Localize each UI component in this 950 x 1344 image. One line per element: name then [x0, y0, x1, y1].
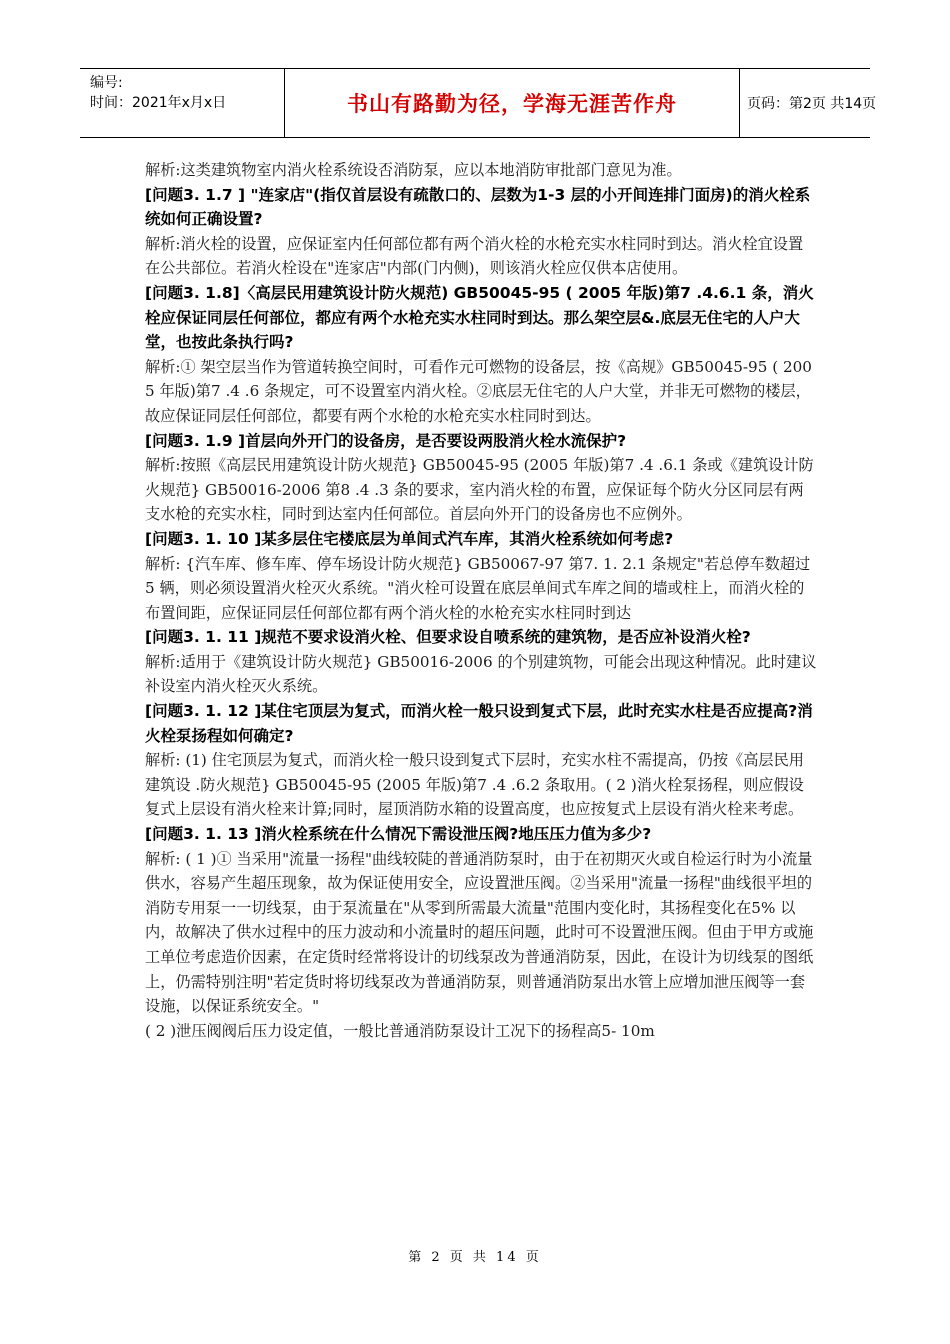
answer-paragraph: 解析:这类建筑物室内消火栓系统设否消防泵，应以本地消防审批部门意见为准。	[145, 161, 682, 179]
header-motto-cell	[285, 69, 740, 137]
header-page-info: 页码：第2页 共14页	[747, 96, 877, 112]
answer-paragraph: 解析: (1) 住宅顶层为复式，而消火栓一般只设到复式下层时，充实水柱不需提高，仍按《高层民用建筑设 .防火规范} GB50045-95 (2005 年版)第7 .4 .6.2 条取用。( 2 )消火栓泵扬程，则应假设复式上层设有消火栓来计算;同时，屋顶消防水箱的设置高度，也应按复式上层设有消火栓来考虑。	[145, 751, 804, 819]
question-heading: [问题3. 1. 11 ]规范不要求设消火栓、但要求设自喷系统的建筑物，是否应补设消火栓?	[145, 628, 751, 647]
answer-paragraph: 解析:① 架空层当作为管道转换空间时，可看作元可燃物的设备层，按《高规》GB50045-95 ( 2005 年版)第7 .4 .6 条规定，可不设置室内消火栓。②底层无住宅的人户大堂，并非无可燃物的楼层，故应保证同层任何部位，都要有两个水枪的水枪充实水柱同时到达。	[145, 357, 812, 425]
answer-paragraph: ( 2 )泄压阀阀后压力设定值，一般比普通消防泵设计工况下的扬程高5- 10m	[145, 1021, 655, 1040]
page-footer: 第 2 页 共 14 页	[408, 1250, 542, 1265]
answer-paragraph: 解析:适用于《建筑设计防火规范} GB50016-2006 的个别建筑物，可能会出现这种情况。此时建议补设室内消火栓灭火系统。	[145, 652, 817, 696]
answer-paragraph: 解析:消火栓的设置，应保证室内任何部位都有两个消火栓的水枪充实水柱同时到达。消火栓宜设置在公共部位。若消火栓设在"连家店"内部(门内侧)，则该消火栓应仅供本店使用。	[145, 234, 804, 278]
page-header	[80, 68, 877, 138]
question-heading: [问题3. 1.9 ]首层向外开门的设备房，是否要设两股消火栓水流保护?	[145, 431, 627, 450]
question-heading: [问题3. 1. 10 ]某多层住宅楼底层为单间式汽车库，其消火栓系统如何考虑?	[145, 529, 674, 548]
document-body	[145, 158, 817, 1043]
question-heading: [问题3. 1.7 ] "连家店"(指仅首层设有疏散口的、层数为1-3 层的小开间连排门面房)的消火栓系统如何正确设置?	[145, 185, 811, 229]
answer-paragraph: 解析: ( 1 )① 当采用"流量一扬程"曲线较陡的普通消防泵时，由于在初期灭火或自检运行时为小流量供水，容易产生超压现象，故为保证使用安全，应设置泄压阀。②当采用"流量一扬程"曲线很平坦的消防专用泵一一切线泵，由于泵流量在"从零到所需最大流量"范围内变化时，其扬程变化在5% 以内，故解决了供水过程中的压力波动和小流量时的超压问题，此时可不设置泄压阀。但由于甲方或施工单位考虑造价因素，在定货时经常将设计的切线泵改为普通消防泵，因此，在设计为切线泵的图纸上，仍需特别注明"若定货时将切线泵改为普通消防泵，则普通消防泵出水管上应增加泄压阀等一套设施，以保证系统安全。"	[145, 849, 814, 1016]
question-heading: [问题3. 1. 12 ]某住宅顶层为复式，而消火栓一般只设到复式下层，此时充实水柱是否应提高?消火栓泵扬程如何确定?	[145, 702, 813, 745]
answer-paragraph: 解析:按照《高层民用建筑设计防火规范} GB50045-95 (2005 年版)第7 .4 .6.1 条或《建筑设计防火规范} GB50016-2006 第8 .4 .3 条的要求，室内消火栓的布置，应保证每个防火分区同层有两支水枪的充实水柱，同时到达室内任何部位。首层向外开门的设备房也不应例外。	[145, 456, 814, 524]
answer-paragraph: 解析: {汽车库、修车库、停车场设计防火规范} GB50067-97 第7. 1. 2.1 条规定"若总停车数超过5 辆，则必须设置消火栓灭火系统。"消火栓可设置在底层单间式车库之间的墙或柱上，而消火栓的布置间距，应保证同层任何部位都有两个消火栓的水枪充实水柱同时到达	[145, 554, 811, 622]
question-heading: [问题3. 1. 13 ]消火栓系统在什么情况下需设泄压阀?地压压力值为多少?	[145, 825, 652, 844]
header-motto: 书山有路勤为径，学海无涯苦作舟	[347, 92, 677, 116]
document-time: 时间：2021年x月x日	[90, 95, 227, 111]
document-number-label: 编号:	[90, 75, 123, 91]
question-heading: [问题3. 1.8]〈高层民用建筑设计防火规范) GB50045-95 ( 2005 年版)第7 .4.6.1 条，消火栓应保证同层任何部位，都应有两个水枪充实水柱同时到达。那么架空层&.底层无住宅的人户大堂，也按此条执行吗?	[145, 283, 814, 352]
header-meta	[80, 69, 285, 137]
